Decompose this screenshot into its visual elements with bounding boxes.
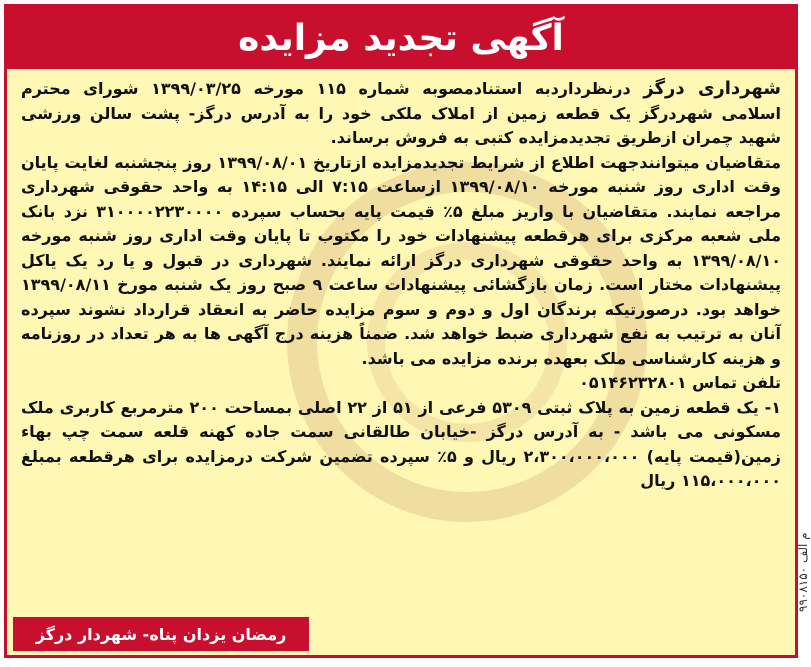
notice-title: آگهی تجدید مزایده xyxy=(7,7,795,69)
paragraph-1-text: درنظرداردبه استنادمصوبه شماره ۱۱۵ مورخه ۱۳۹۹/۰۳/۲۵ شورای محترم اسلامی شهردرگز یک قطعه زمین از املاک ملکی خود را به آدرس درگز- پشت سالن ورزشی شهید چمران ازطریق تجدیدمزایده کتبی به فروش برساند. xyxy=(21,79,781,147)
paragraph-1 xyxy=(21,77,781,151)
item-1: ۱- یک قطعه زمین به پلاک ثبتی ۵۳۰۹ فرعی از ۵۱ از ۲۲ اصلی بمساحت ۲۰۰ مترمربع کاربری ملک مسکونی می باشد - به آدرس درگز -خیابان طالقانی سمت جاده کهنه قلعه سمت چپ بهاء زمین(قیمت پایه) ۲،۳۰۰،۰۰۰،۰۰۰ ریال و ۵٪ سپرده تضمین شرکت درمزایده برای هرقطعه بمبلغ ۱۱۵،۰۰۰،۰۰۰ ریال xyxy=(21,397,782,490)
signature-label: رمضان یزدان پناه- شهردار درگز xyxy=(13,617,309,651)
notice-body xyxy=(21,77,781,494)
paragraph-2: متقاضیان میتوانندجهت اطلاع از شرایط تجدیدمزایده ازتاریخ ۱۳۹۹/۰۸/۰۱ روز پنجشنبه لغایت پایان وقت اداری روز شنبه مورخه ۱۳۹۹/۰۸/۱۰ ازساعت ۷:۱۵ الی ۱۴:۱۵ به واحد حقوقی شهرداری مراجعه نمایند. متقاضیان با واریز مبلغ ۵٪ قیمت پایه بحساب سپرده ۳۱۰۰۰۰۲۲۳۰۰۰۰ نزد بانک ملی شعبه مرکزی برای هرقطعه پیشنهادات خود را مکتوب تا پایان وقت اداری روز شنبه مورخه ۱۳۹۹/۰۸/۱۰ به واحد حقوقی شهرداری درگز ارائه نمایند. شهرداری در قبول و یا رد یک یاکل پیشنهادات مختار است. زمان بازگشائی پیشنهادات ساعت ۹ صبح روز یک شنبه مورخ ۱۳۹۹/۰۸/۱۱ خواهد بود. درصورتیکه برندگان اول و دوم و سوم مزایده حاضر به انعقاد قرارداد نشوند سپرده آنان به ترتیب به نفع شهرداری ضبط خواهد شد. ضمناً هزینه درج آگهی ها به هر تعداد در روزنامه و هزینه کارشناسی ملک بعهده برنده مزایده می باشد. xyxy=(21,152,782,368)
notice-frame xyxy=(4,4,798,658)
side-reference-code: م الف ۹۹۰۸۱۵۰ xyxy=(796,532,810,612)
lead-text: شهرداری درگز xyxy=(643,78,781,99)
phone-line: تلفن تماس ۰۵۱۴۶۲۳۲۸۰۱ xyxy=(579,373,781,392)
